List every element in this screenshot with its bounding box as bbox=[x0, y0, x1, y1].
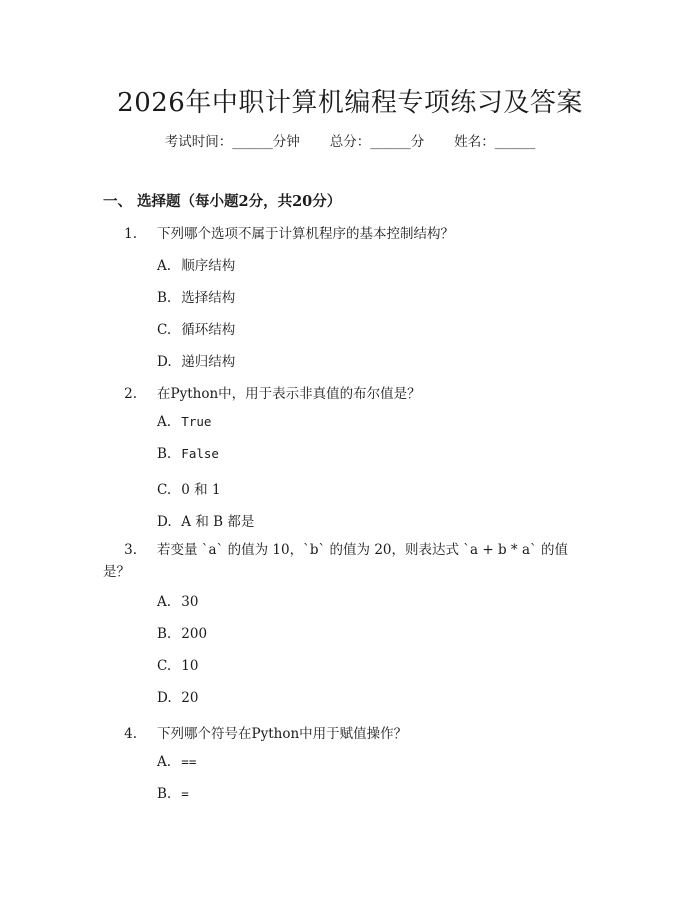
option-1d bbox=[157, 350, 235, 370]
option-letter: B. bbox=[157, 446, 172, 462]
question-4 bbox=[103, 722, 407, 742]
option-text: 顺序结构 bbox=[181, 258, 236, 274]
document-title: 2026年中职计算机编程专项练习及答案 bbox=[117, 88, 583, 118]
option-letter: C. bbox=[157, 482, 172, 498]
option-2b bbox=[157, 446, 219, 462]
option-letter: C. bbox=[157, 322, 172, 338]
option-text: 选择结构 bbox=[181, 290, 236, 306]
student-name-label: 姓名：______ bbox=[454, 134, 536, 150]
option-text: 30 bbox=[181, 594, 199, 610]
option-letter: B. bbox=[157, 290, 172, 306]
section-title: 选择题（每小题2分，共20分） bbox=[137, 193, 342, 210]
option-letter: A. bbox=[157, 594, 172, 610]
option-text: 20 bbox=[181, 690, 199, 706]
question-number: 4. bbox=[124, 726, 137, 742]
option-1c bbox=[157, 318, 235, 338]
option-text: 200 bbox=[181, 626, 208, 642]
option-1a bbox=[157, 254, 235, 274]
option-letter: C. bbox=[157, 658, 172, 674]
option-letter: A. bbox=[157, 754, 172, 770]
option-letter: D. bbox=[157, 514, 172, 530]
option-2c bbox=[157, 478, 221, 498]
option-text: A 和 B 都是 bbox=[181, 514, 255, 530]
option-letter: D. bbox=[157, 690, 172, 706]
option-text: False bbox=[181, 446, 219, 461]
option-letter: D. bbox=[157, 354, 172, 370]
option-text: 循环结构 bbox=[181, 322, 236, 338]
question-1 bbox=[103, 222, 454, 242]
section-number: 一、 bbox=[103, 193, 132, 210]
option-3a bbox=[157, 594, 198, 610]
question-text: 下列哪个符号在Python中用于赋值操作？ bbox=[157, 726, 408, 742]
question-3 bbox=[103, 539, 593, 583]
option-letter: A. bbox=[157, 414, 172, 430]
option-1b bbox=[157, 286, 235, 306]
exam-meta bbox=[0, 130, 700, 150]
option-4a bbox=[157, 754, 196, 770]
option-text: 递归结构 bbox=[181, 354, 236, 370]
total-score-label: 总分：______分 bbox=[329, 134, 425, 150]
question-text: 下列哪个选项不属于计算机程序的基本控制结构？ bbox=[157, 226, 454, 242]
option-text: = bbox=[181, 786, 189, 801]
option-letter: B. bbox=[157, 626, 172, 642]
option-text: True bbox=[181, 414, 212, 429]
option-text: 0 和 1 bbox=[181, 482, 221, 498]
option-3d bbox=[157, 690, 198, 706]
question-number: 2. bbox=[124, 386, 137, 402]
option-3b bbox=[157, 626, 207, 642]
question-number: 1. bbox=[124, 226, 137, 242]
option-3c bbox=[157, 658, 198, 674]
section-heading bbox=[103, 190, 341, 211]
question-number: 3. bbox=[124, 542, 137, 558]
question-text: 在Python中，用于表示非真值的布尔值是？ bbox=[157, 386, 421, 402]
option-2d bbox=[157, 510, 254, 530]
question-text: 若变量 `a` 的值为 10，`b` 的值为 20，则表达式 `a + b * a` 的值是？ bbox=[103, 542, 569, 580]
option-letter: A. bbox=[157, 258, 172, 274]
question-2 bbox=[103, 382, 421, 402]
option-letter: B. bbox=[157, 786, 172, 802]
option-text: == bbox=[181, 754, 197, 769]
exam-time-label: 考试时间：______分钟 bbox=[164, 134, 300, 150]
option-4b bbox=[157, 786, 189, 802]
option-text: 10 bbox=[181, 658, 199, 674]
option-2a bbox=[157, 414, 211, 430]
